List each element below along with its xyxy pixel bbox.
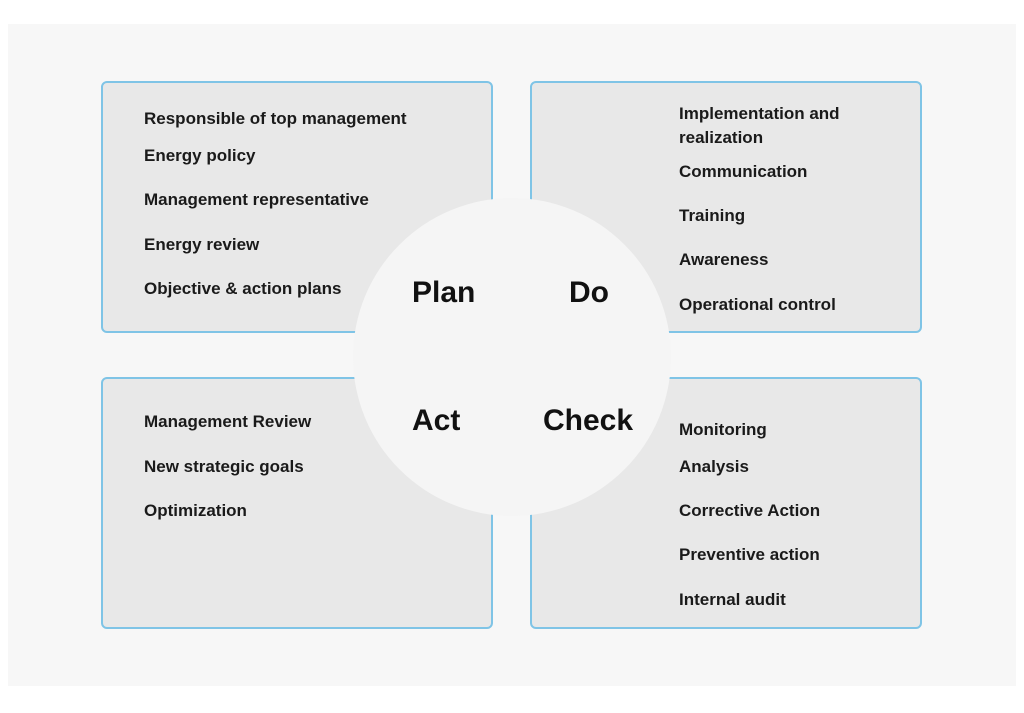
plan-label: Plan	[412, 276, 476, 309]
do-item: Communication	[679, 162, 808, 181]
check-label: Check	[543, 404, 634, 437]
act-item: Management Review	[144, 412, 312, 431]
do-item: Implementation and realization	[679, 104, 840, 147]
check-item: Internal audit	[679, 590, 786, 609]
plan-item: Objective & action plans	[144, 279, 342, 298]
act-label: Act	[412, 404, 461, 437]
do-label: Do	[569, 276, 609, 309]
plan-item: Responsible of top management	[144, 109, 407, 128]
plan-item: Management representative	[144, 190, 369, 209]
do-item: Operational control	[679, 295, 836, 314]
check-item: Corrective Action	[679, 501, 821, 520]
check-item: Monitoring	[679, 420, 767, 439]
plan-item: Energy review	[144, 235, 260, 254]
plan-item: Energy policy	[144, 146, 256, 165]
check-item: Analysis	[679, 457, 749, 476]
check-item: Preventive action	[679, 545, 820, 564]
pdca-circle	[353, 198, 671, 516]
act-item: New strategic goals	[144, 457, 304, 476]
act-item: Optimization	[144, 501, 247, 520]
do-item: Training	[679, 206, 746, 225]
do-item: Awareness	[679, 250, 769, 269]
